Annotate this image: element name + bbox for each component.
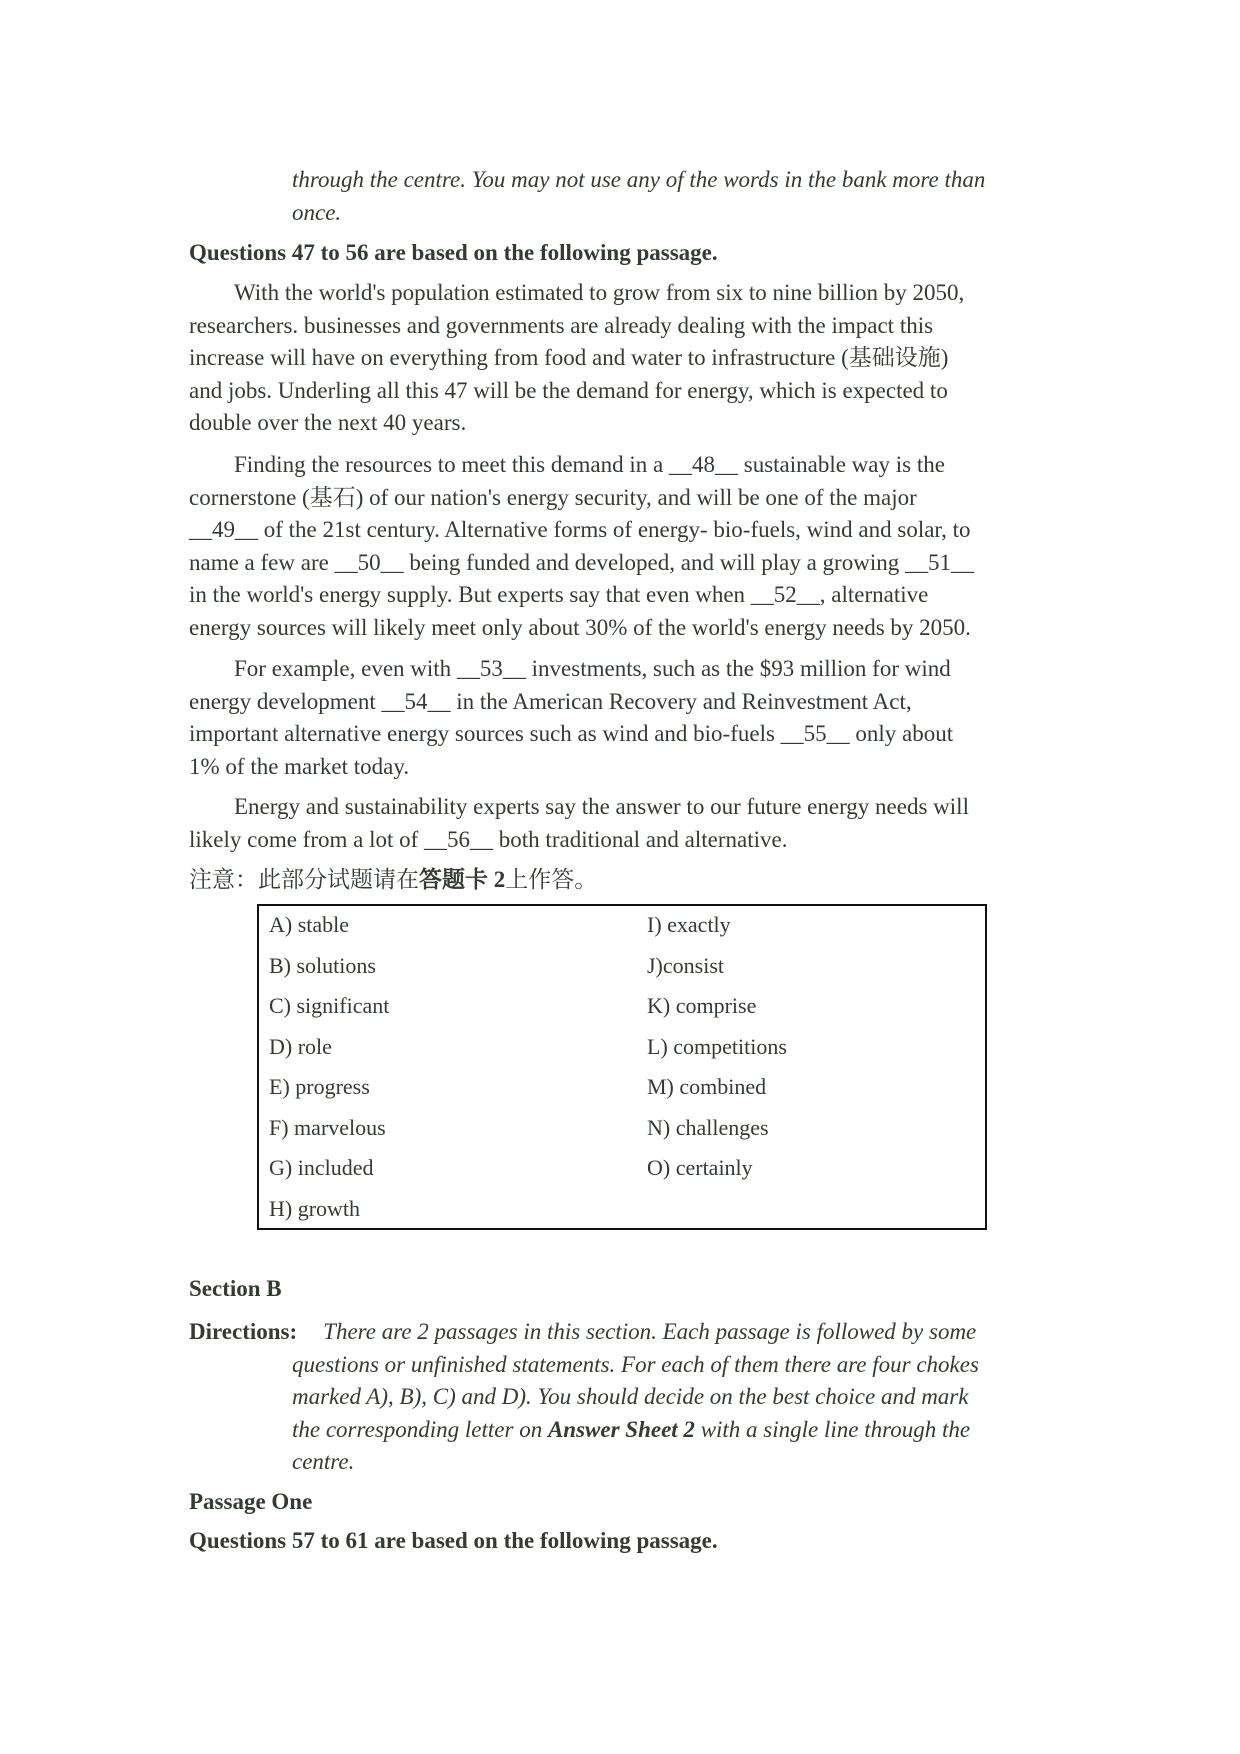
text-line: marked A), B), C) and D). You should decide on the best choice and mark: [292, 1384, 969, 1410]
text-line: questions or unfinished statements. For each of them there are four chokes: [292, 1351, 979, 1377]
note-bold: 答题卡 2: [419, 867, 506, 892]
text-line: energy sources will likely meet only about 30% of the world's energy needs by 2050.: [189, 614, 971, 640]
word-option: D) role: [269, 1033, 332, 1059]
word-option: B) solutions: [269, 952, 376, 978]
word-option: L) competitions: [647, 1033, 787, 1059]
word-option: I) exactly: [647, 912, 731, 937]
note-suffix: 上作答。: [505, 867, 598, 892]
paragraph-2: [189, 449, 1069, 645]
text-line: increase will have on everything from food and water to infrastructure (基础设施): [189, 345, 949, 371]
text-segment: the corresponding letter on: [292, 1416, 548, 1442]
note-prefix: 注意：此部分试题请在: [189, 867, 419, 892]
paragraph-1: [189, 277, 1069, 440]
heading-text: Questions 47 to 56 are based on the following passage.: [189, 240, 718, 265]
directions-label: Directions:: [189, 1319, 298, 1344]
text-line: For example, even with __53__ investments, such as the $93 million for wind: [234, 656, 951, 681]
text-line: [189, 1414, 1069, 1447]
text-line: once.: [292, 199, 342, 225]
answer-sheet-ref: Answer Sheet 2: [547, 1416, 695, 1442]
passage-title: [189, 1486, 1069, 1519]
word-option: K) comprise: [647, 993, 757, 1018]
section-b-directions: [189, 1316, 1069, 1479]
word-option: N) challenges: [647, 1114, 769, 1140]
word-option: A) stable: [269, 912, 350, 937]
word-option: J)consist: [647, 952, 724, 978]
text-line: through the centre. You may not use any of the words in the bank more than: [292, 167, 986, 192]
text-segment: with a single line through the: [694, 1416, 971, 1442]
word-option: M) combined: [647, 1074, 767, 1099]
text-line: Energy and sustainability experts say the answer to our future energy needs will: [234, 794, 969, 819]
questions-heading: [189, 237, 1069, 270]
text-line: cornerstone (基石) of our nation's energy security, and will be one of the major: [189, 484, 917, 510]
word-option: O) certainly: [647, 1155, 753, 1180]
heading-text: Questions 57 to 61 are based on the following passage.: [189, 1528, 718, 1553]
text-line: energy development __54__ in the American Recovery and Reinvestment Act,: [189, 688, 912, 714]
word-option: C) significant: [269, 993, 390, 1018]
section-title: Section B: [189, 1276, 282, 1301]
text-line: name a few are __50__ being funded and developed, and will play a growing __51__: [189, 549, 974, 575]
word-bank: [257, 904, 987, 1230]
text-line: important alternative energy sources such as wind and bio-fuels __55__ only about: [189, 721, 954, 747]
directions-tail: [292, 164, 1172, 229]
word-option: H) growth: [269, 1195, 361, 1221]
text-line: and jobs. Underling all this 47 will be the demand for energy, which is expected to: [189, 377, 948, 403]
text-line: likely come from a lot of __56__ both traditional and alternative.: [189, 826, 788, 852]
text-line: With the world's population estimated to grow from six to nine billion by 2050,: [234, 280, 965, 305]
text-line: 1% of the market today.: [189, 753, 410, 779]
text-line: There are 2 passages in this section. Each passage is followed by some: [323, 1319, 977, 1344]
word-option: E) progress: [269, 1074, 370, 1099]
paragraph-4: [189, 791, 1069, 856]
text-line: __49__ of the 21st century. Alternative forms of energy- bio-fuels, wind and solar, to: [189, 517, 971, 543]
paragraph-3: [189, 653, 1069, 783]
text-line: double over the next 40 years.: [189, 410, 467, 436]
word-option: G) included: [269, 1155, 374, 1180]
passage-title-text: Passage One: [189, 1489, 313, 1514]
text-line: centre.: [292, 1449, 355, 1475]
text-line: in the world's energy supply. But experts say that even when __52__, alternative: [189, 582, 929, 608]
answer-sheet-note: [189, 864, 1069, 897]
text-line: Finding the resources to meet this demand in a __48__ sustainable way is the: [234, 452, 945, 477]
word-option: F) marvelous: [269, 1114, 386, 1140]
section-b-title: [189, 1273, 1069, 1306]
text-line: researchers. businesses and governments are already dealing with the impact this: [189, 312, 934, 338]
questions-heading-2: [189, 1525, 1069, 1558]
